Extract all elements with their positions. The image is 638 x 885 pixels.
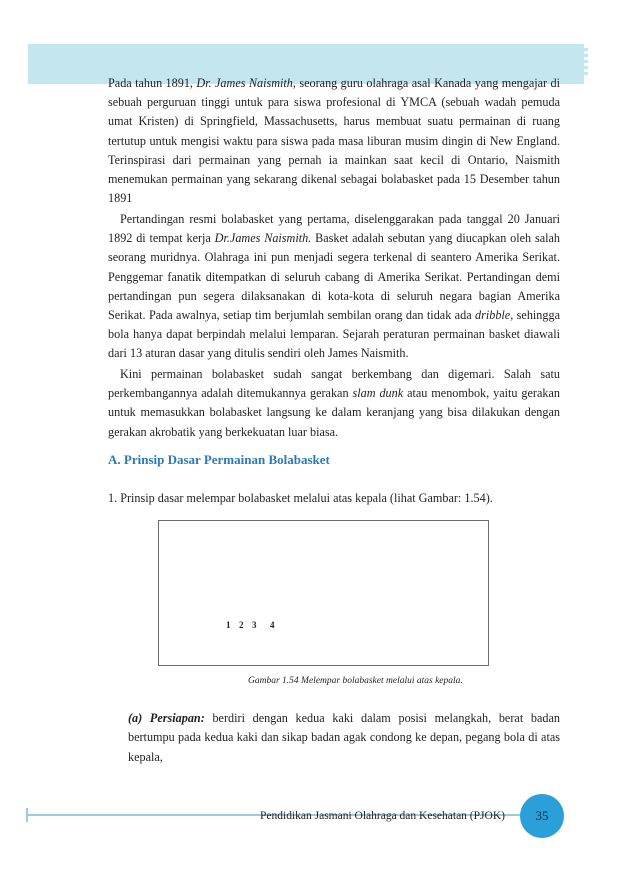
figure-label-3: 3 xyxy=(252,620,257,630)
paragraph-history-1: Pada tahun 1891, Dr. James Naismith, seorang guru olahraga asal Kanada yang mengajar di sebuah perguruan tinggi untuk para siswa profesional di YMCA (sebuah wadah pemuda umat Kristen) di Springfield, Massachusetts, harus membuat suatu permainan di ruang tertutup untuk mengisi waktu para siswa pada masa liburan musim dingin di New England. Terinspirasi dari permainan yang pernah ia mainkan saat kecil di Ontario, Naismith menemukan permainan yang sekarang dikenal sebagai bolabasket pada 15 Desember tahun 1891 xyxy=(108,76,560,206)
sub-item-a-text: berdiri dengan kedua kaki dalam posisi melangkah, berat badan bertumpu pada kedua kaki dan sikap badan agak condong ke depan, pegang bola di atas kepala, xyxy=(128,711,560,764)
numbered-item-1: 1. Prinsip dasar melempar bolabasket melalui atas kepala (lihat Gambar: 1.54). xyxy=(108,491,493,505)
sub-item-a-lead: (a) Persiapan: xyxy=(128,711,205,725)
sub-item-a xyxy=(128,709,560,767)
slam-dunk-term: slam dunk xyxy=(352,386,404,401)
figure-image-placeholder xyxy=(158,520,489,666)
paragraph-history-3: Kini permainan bolabasket sudah sangat berkembang dan digemari. Salah satu perkembangannya adalah ditemukannya gerakan slam dunk atau menombok, yaitu gerakan untuk memasukkan bolabasket langsung ke dalam keranjang yang bisa dilakukan dengan gerakan akrobatik yang berkekuatan luar biasa. xyxy=(108,367,560,439)
naismith-name: Dr.James Naismith. xyxy=(214,231,312,246)
paragraph-history-2: Pertandingan resmi bolabasket yang pertama, diselenggarakan pada tanggal 20 Januari 1892 di tempat kerja Dr.James Naismith. Basket adalah sebutan yang diucapkan oleh salah seorang muridnya. Olahraga ini pun menjadi segera terkenal di seantero Amerika Serikat. Penggemar fanatik ditempatkan di seluruh cabang di Amerika Serikat. Pertandingan demi pertandingan pun segera dilaksanakan di kota-kota di seluruh negara bagian Amerika Serikat. Pada awalnya, setiap tim berjumlah sembilan orang dan tidak ada dribble, sehingga bola hanya dapat berpindah melalui lemparan. Sejarah peraturan permainan basket diawali dari 13 aturan dasar yang ditulis sendiri oleh James Naismith. xyxy=(108,212,561,361)
figure-label-2: 2 xyxy=(239,620,244,630)
figure-caption: Gambar 1.54 Melempar bolabasket melalui atas kepala. xyxy=(248,676,463,686)
dribble-term: dribble xyxy=(475,308,511,323)
figure-label-1: 1 xyxy=(226,620,231,630)
figure-label-4: 4 xyxy=(270,620,275,630)
section-heading: A. Prinsip Dasar Permainan Bolabasket xyxy=(108,452,330,467)
footer-book-title: Pendidikan Jasmani Olahraga dan Kesehatan (PJOK) xyxy=(260,810,505,822)
page-number-badge: 35 xyxy=(520,794,564,838)
naismith-name: Dr. James Naismith xyxy=(196,76,293,90)
